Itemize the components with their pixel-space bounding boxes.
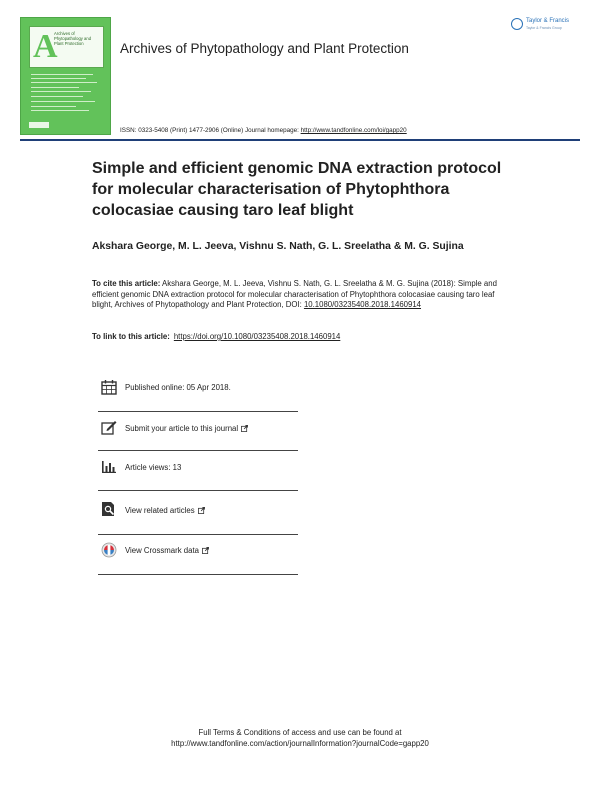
crossmark-link[interactable]: View Crossmark data [125,546,209,555]
terms-url[interactable]: http://www.tandfonline.com/action/journalInformation?journalCode=gapp20 [171,739,429,748]
link-label: To link to this article: [92,332,170,341]
article-doi-url[interactable]: https://doi.org/10.1080/03235408.2018.1460914 [173,332,341,341]
cover-logo [29,26,104,68]
journal-cover [20,17,111,135]
publisher-name: Taylor & Francis [526,18,570,24]
doi-link[interactable]: 10.1080/03235408.2018.1460914 [303,300,422,309]
related-articles-row[interactable] [98,491,298,529]
submit-article-link[interactable]: Submit your article to this journal [125,424,248,433]
external-link-icon [241,425,248,432]
issn-text: ISSN: 0323-5408 (Print) 1477-2906 (Online) Journal homepage: [120,127,301,134]
bar-chart-icon [101,458,117,474]
publisher-subtitle: Taylor & Francis Group [526,26,562,30]
article-views-label: Article views: 13 [125,463,182,472]
crossmark-icon [101,542,117,558]
meta-divider [98,574,298,575]
article-authors: Akshara George, M. L. Jeeva, Vishnu S. Nath, G. L. Sreelatha & M. G. Sujina [92,241,464,252]
terms-footer [100,727,500,749]
issn-line [120,127,407,134]
published-online-row [98,374,298,412]
published-online-label: Published online: 05 Apr 2018. [125,383,231,392]
cite-label: To cite this article: [92,279,161,288]
crossmark-row[interactable] [98,535,298,573]
calendar-icon [101,379,117,395]
submit-article-row[interactable] [98,412,298,450]
article-views-row [98,451,298,489]
article-link-line [92,332,340,341]
article-title: Simple and efficient genomic DNA extraction protocol for molecular characterisation of Phytophthora colocasiae causing taro leaf blight [92,160,502,219]
cover-logo-letter: A [33,28,58,65]
publisher-icon [511,18,523,30]
header-divider [20,139,580,141]
publisher-logo[interactable] [511,16,585,34]
journal-title[interactable]: Archives of Phytopathology and Plant Protection [120,41,409,56]
edit-icon [101,419,117,435]
search-document-icon [101,501,117,517]
cover-journal-name: Archives of Phytopathology and Plant Protection [54,31,92,47]
citation-block [92,279,512,311]
related-articles-link[interactable]: View related articles [125,506,205,515]
external-link-icon [202,547,209,554]
external-link-icon [198,507,205,514]
cite-text: Akshara George, M. L. Jeeva, Vishnu S. Nath, G. L. Sreelatha & M. G. Sujina (2018): Simple and efficient genomic DNA extraction protocol for molecular characterisation of Phytophthora colocasiae causing taro leaf blight, Archives of Phytopathology and Plant Protection, DOI: [92,279,497,309]
journal-homepage-link[interactable]: http://www.tandfonline.com/loi/gapp20 [300,127,407,134]
terms-line: Full Terms & Conditions of access and use can be found at [198,728,402,737]
